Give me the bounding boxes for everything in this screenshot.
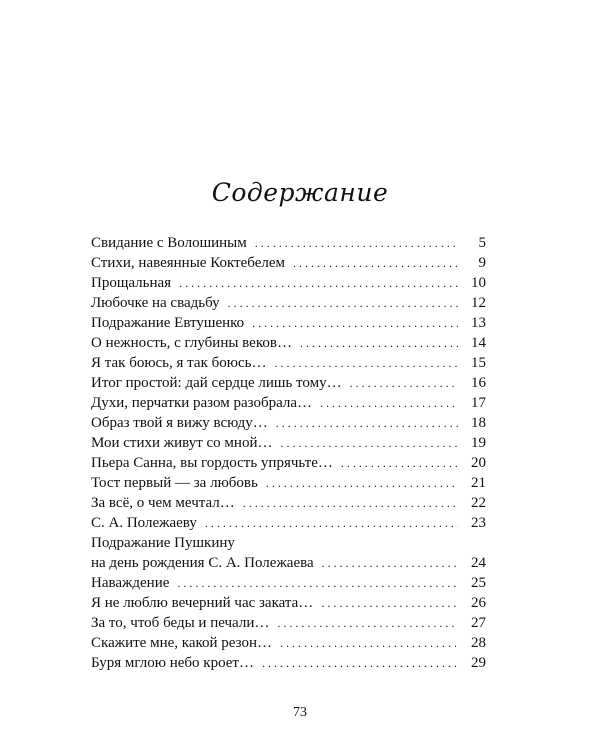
toc-entry-title: Прощальная [91, 275, 172, 291]
toc-entry[interactable] [91, 433, 486, 453]
toc-entry-title: За то, чтоб беды и печали… [91, 615, 270, 631]
leader-dots [252, 313, 458, 333]
leader-dots [274, 353, 458, 373]
toc-entry-title: С. А. Полежаеву [91, 515, 197, 531]
toc-entry-title: Духи, перчатки разом разобрала… [91, 395, 313, 411]
toc-entry[interactable] [91, 453, 486, 473]
toc-entry[interactable] [91, 313, 486, 333]
toc-entry-page: 23 [471, 515, 486, 531]
toc-entry-page: 24 [471, 555, 486, 571]
leader-dots [280, 433, 458, 453]
toc-entry-page: 29 [471, 655, 486, 671]
toc-entry-page: 26 [471, 595, 486, 611]
toc-entry[interactable] [91, 273, 486, 293]
toc-entry-title: Образ твой я вижу всюду… [91, 415, 268, 431]
toc-entry-title: О нежность, с глубины веков… [91, 335, 292, 351]
toc-entry[interactable] [91, 373, 486, 393]
toc-entry-title: Подражание Евтушенко [91, 315, 245, 331]
toc-entry[interactable] [91, 573, 486, 593]
toc-entry-page: 28 [471, 635, 486, 651]
toc-entry-page: 10 [471, 275, 486, 291]
leader-dots [255, 233, 458, 253]
leader-dots [277, 613, 458, 633]
leader-dots [205, 513, 458, 533]
toc-entry-page: 20 [471, 455, 486, 471]
toc-entry-title: Буря мглою небо кроет… [91, 655, 254, 671]
leader-dots [300, 333, 458, 353]
leader-dots [293, 253, 458, 273]
toc-entry-page: 5 [478, 235, 486, 251]
page-number: 73 [293, 705, 307, 720]
toc-entry-title: Пьера Санна, вы гордость упрячьте… [91, 455, 333, 471]
toc-entry-title: Наваждение [91, 575, 170, 591]
toc-entry-page: 9 [478, 255, 486, 271]
toc-entry-page: 27 [471, 615, 486, 631]
leader-dots [243, 493, 458, 513]
toc-entry[interactable] [91, 613, 486, 633]
toc-entry-title: Любочке на свадьбу [91, 295, 220, 311]
toc-entry-title: Стихи, навеянные Коктебелем [91, 255, 285, 271]
toc-entry-page: 14 [471, 335, 486, 351]
leader-dots [341, 453, 458, 473]
table-of-contents [91, 233, 486, 673]
toc-entry-page: 17 [471, 395, 486, 411]
toc-entry[interactable] [91, 253, 486, 273]
leader-dots [266, 473, 458, 493]
toc-entry-page: 18 [471, 415, 486, 431]
toc-entry-title: Я так боюсь, я так боюсь… [91, 355, 267, 371]
toc-entry-title: Мои стихи живут со мной… [91, 435, 273, 451]
leader-dots [320, 393, 458, 413]
leader-dots [262, 653, 458, 673]
toc-entry-page: 15 [471, 355, 486, 371]
leader-dots [276, 413, 458, 433]
toc-entry[interactable] [91, 513, 486, 533]
leader-dots [321, 593, 458, 613]
toc-entry[interactable] [91, 393, 486, 413]
toc-entry[interactable] [91, 633, 486, 653]
toc-entry[interactable] [91, 233, 486, 253]
toc-entry[interactable] [91, 473, 486, 493]
toc-entry-title: Итог простой: дай сердце лишь тому… [91, 375, 342, 391]
toc-entry[interactable] [91, 533, 486, 573]
leader-dots [228, 293, 458, 313]
toc-entry-title: Скажите мне, какой резон… [91, 635, 272, 651]
toc-entry-title: на день рождения С. А. Полежаева [91, 555, 314, 571]
toc-heading: Содержание [211, 178, 389, 207]
leader-dots [177, 573, 458, 593]
toc-entry-page: 12 [471, 295, 486, 311]
toc-entry[interactable] [91, 653, 486, 673]
toc-entry-page: 22 [471, 495, 486, 511]
toc-entry-page: 19 [471, 435, 486, 451]
toc-entry[interactable] [91, 293, 486, 313]
toc-entry[interactable] [91, 493, 486, 513]
leader-dots [350, 373, 458, 393]
toc-entry[interactable] [91, 353, 486, 373]
leader-dots [280, 633, 458, 653]
toc-entry-title: За всё, о чем мечтал… [91, 495, 235, 511]
toc-entry[interactable] [91, 333, 486, 353]
toc-entry-title: Тост первый — за любовь [91, 475, 258, 491]
leader-dots [179, 273, 458, 293]
toc-entry-title-line1: Подражание Пушкину [91, 535, 235, 551]
toc-entry-page: 13 [471, 315, 486, 331]
toc-entry-page: 25 [471, 575, 486, 591]
toc-entry-title: Я не люблю вечерний час заката… [91, 595, 314, 611]
toc-entry-title: Свидание с Волошиным [91, 235, 247, 251]
toc-entry-page: 21 [471, 475, 486, 491]
toc-entry[interactable] [91, 413, 486, 433]
leader-dots [322, 553, 458, 573]
toc-entry-page: 16 [471, 375, 486, 391]
toc-entry[interactable] [91, 593, 486, 613]
